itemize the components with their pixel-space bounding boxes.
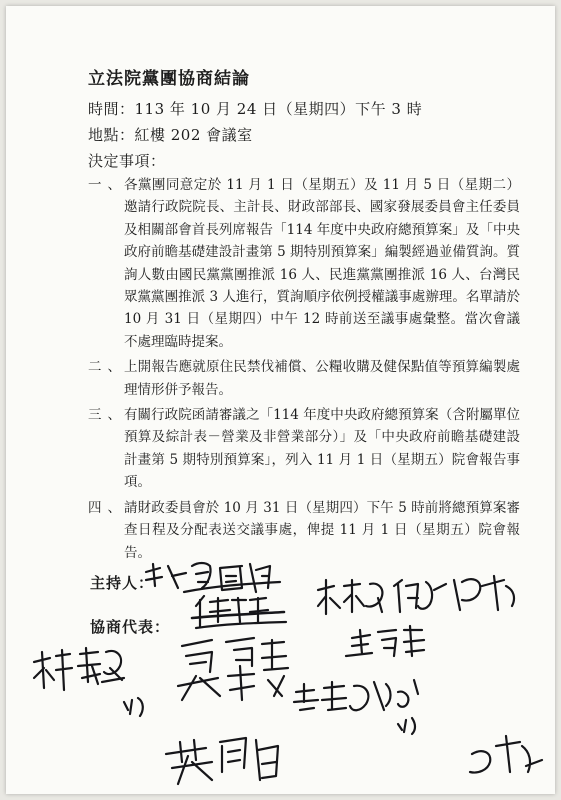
representative-signature-2: [346, 626, 424, 656]
representative-signature-4: [178, 638, 288, 700]
meeting-time: 時間：113 年 10 月 24 日（星期四）下午 3 時: [88, 100, 423, 118]
decision-text: 各黨團同意定於 11 月 1 日（星期五）及 11 月 5 日（星期二）邀請行政院院長、主計長、財政部部長、國家發展委員會主任委員及相關部會首長列席報告「114 年度中央政府總預算案」及「中央政府前瞻基礎建設計畫第 5 期特別預算案」編製經過並備質詢。質詢人數由國民黨黨團推派 16 人、民進黨黨團推派 16 人、台灣民眾黨黨團推派 3 人進行，質詢順序依例授權議事處辦理。名單請於 10 月 31 日（星期四）中午 12 時前送至議事處彙整。當次會議不處理臨時提案。: [124, 177, 520, 350]
representative-signature-5: [294, 680, 418, 710]
document-title: 立法院黨團協商結論: [88, 69, 250, 89]
decision-text: 上開報告應就原住民禁伐補償、公糧收購及健保點值等預算編製處理情形併予報告。: [124, 359, 520, 398]
decision-list: [88, 174, 520, 567]
decisions-heading: 決定事項：: [88, 152, 166, 170]
decision-number: 三、: [88, 407, 127, 424]
document-page: [6, 6, 555, 794]
struck-signature: [192, 596, 286, 628]
handwritten-signatures: [6, 546, 555, 794]
representative-signature-1: [318, 576, 514, 614]
representative-signature-3: [34, 648, 143, 716]
decision-number: 二、: [88, 359, 127, 376]
representative-signature-6: [166, 738, 278, 784]
host-label: 主持人：: [90, 574, 155, 592]
decision-text: 請財政委員會於 10 月 31 日（星期四）下午 5 時前將總預算案審查日程及分配表送交議事處，俾提 11 月 1 日（星期五）院會報告。: [124, 499, 520, 561]
decision-item: [88, 356, 520, 401]
representative-signature-7: [398, 718, 542, 773]
decision-text: 有關行政院函請審議之「114 年度中央政府總預算案（含附屬單位預算及綜計表－營業及非營業部分）」及「中央政府前瞻基礎建設計畫第 5 期特別預算案」，列入 11 月 1 日（星期五）院會報告事項。: [124, 407, 520, 491]
meeting-location: 地點：紅樓 202 會議室: [88, 126, 253, 144]
host-signature: [146, 563, 280, 592]
representatives-label: 協商代表：: [90, 618, 171, 636]
decision-item: [88, 404, 520, 494]
decision-number: 一、: [88, 177, 127, 193]
decision-number: 四、: [88, 499, 127, 516]
decision-item: [88, 174, 520, 353]
